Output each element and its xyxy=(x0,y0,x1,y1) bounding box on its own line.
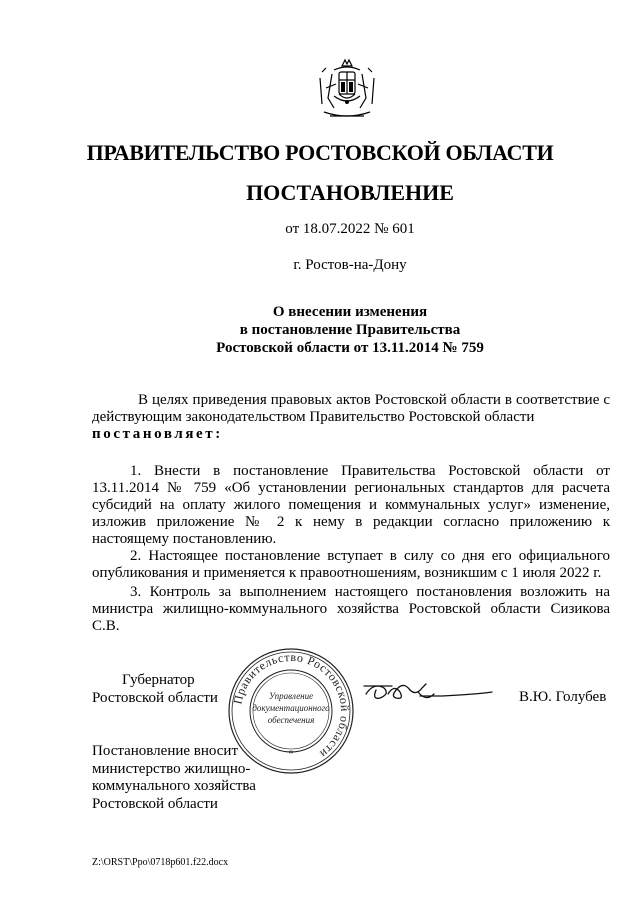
introducer-line: Постановление вносит xyxy=(92,743,239,759)
document-subject xyxy=(0,303,640,357)
file-path: Z:\ORST\Ppo\0718p601.f22.docx xyxy=(92,857,229,868)
signer-region: Ростовской области xyxy=(92,690,218,706)
document-date-number: от 18.07.2022 № 601 xyxy=(285,221,415,237)
handwritten-signature xyxy=(360,672,500,712)
introducer-line: коммунального хозяйства xyxy=(92,778,256,794)
subject-line: О внесении изменения xyxy=(272,304,428,320)
introducer-block xyxy=(92,743,256,813)
stamp-inner-line: документационного xyxy=(252,703,330,713)
stamp-outer-text: Правительство Ростовской области xyxy=(230,649,353,762)
stamp-inner-line: обеспечения xyxy=(267,715,315,725)
subject-line: Ростовской области от 13.11.2014 № 759 xyxy=(216,340,484,356)
paragraph-3: 3. Контроль за выполнением настоящего постановления возложить на министра жилищно-коммунального хозяйства Ростовской области Сизикова С.В. xyxy=(92,584,610,634)
stamp-inner-line: Управление xyxy=(268,691,314,701)
document-city: г. Ростов-на-Дону xyxy=(293,257,407,273)
intro-text: В целях приведения правовых актов Ростовской области в соответствие с действующим законодательством Правительство Ростовской области xyxy=(92,392,610,425)
subject-line: в постановление Правительства xyxy=(239,322,461,338)
government-title: ПРАВИТЕЛЬСТВО РОСТОВСКОЙ ОБЛАСТИ xyxy=(86,140,554,165)
signer-position: Губернатор xyxy=(122,672,195,688)
document-type: ПОСТАНОВЛЕНИЕ xyxy=(246,180,454,205)
signer-title xyxy=(92,671,218,707)
introducer-line: министерство жилищно- xyxy=(92,760,251,777)
introducer-line: Ростовской области xyxy=(92,795,218,812)
paragraph-2: 2. Настоящее постановление вступает в силу со дня его официального опубликования и применяется к правоотношениям, возникшим с 1 июля 2022 г. xyxy=(92,548,610,581)
paragraph-1: 1. Внести в постановление Правительства Ростовской области от 13.11.2014 № 759 «Об установлении региональных стандартов для расчета субсидий на оплату жилого помещения и коммунальных услуг» изменение, изложив приложение № 2 к нему в редакции согласно приложению к настоящему постановлению. xyxy=(92,463,610,547)
coat-of-arms-emblem xyxy=(312,58,382,126)
decree-word: постановляет: xyxy=(92,426,223,442)
stamp-star-icon: * xyxy=(288,749,294,760)
signer-name: В.Ю. Голубев xyxy=(519,689,607,705)
intro-paragraph xyxy=(92,392,610,443)
